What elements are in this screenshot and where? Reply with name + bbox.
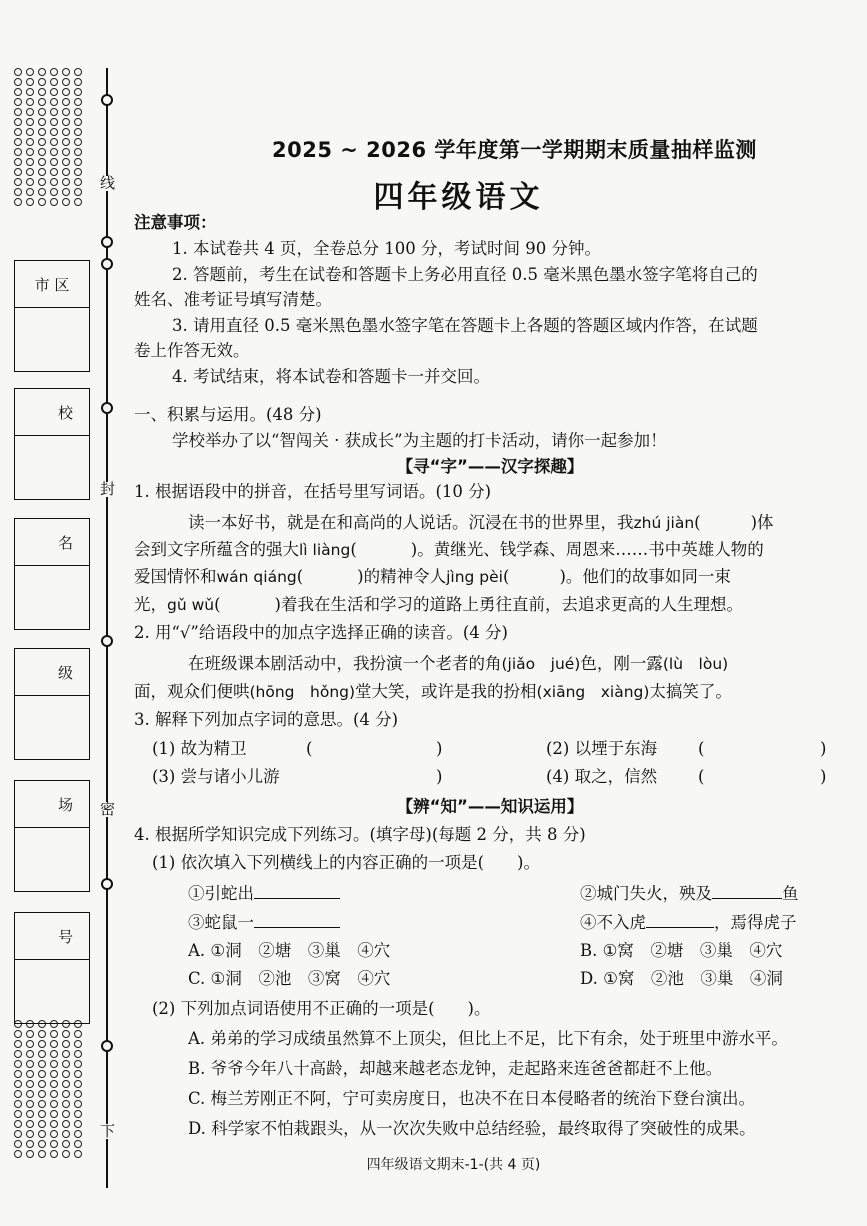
binding-ring [101,878,113,890]
fill-blank[interactable] [712,882,782,899]
question-stem: 4. 根据所学知识完成下列练习。(填字母)(每题 2 分，共 8 分) [134,825,586,844]
field-label: 市 区 [15,261,89,308]
pinyin: jìng pèi [446,568,503,586]
text: 太搞笑了。 [649,682,732,701]
binding-hole [38,158,46,166]
text: )。他们的故事如同一束 [559,567,731,586]
binding-hole [26,1120,34,1128]
binding-hole [26,1110,34,1118]
pinyin: wán qiáng [216,568,297,586]
binding-hole [50,88,58,96]
binding-hole [14,108,22,116]
binding-hole [14,1030,22,1038]
binding-hole [62,1120,70,1128]
binding-hole [14,1070,22,1078]
field-label: 级 [15,649,89,696]
binding-hole [74,88,82,96]
binding-hole [14,1110,22,1118]
binding-hole [62,1070,70,1078]
binding-hole [74,68,82,76]
binding-hole [50,1140,58,1148]
text: )的精神令人 [357,567,447,586]
binding-hole [26,1130,34,1138]
binding-hole [26,1140,34,1148]
binding-ring [101,94,113,106]
binding-hole [50,1130,58,1138]
binding-hole [62,138,70,146]
binding-hole [38,1070,46,1078]
binding-holes-bottom [14,1020,86,1158]
binding-hole [62,118,70,126]
answer-open[interactable]: ( [698,767,705,786]
section-title: 一、积累与运用。(48 分) [134,405,322,424]
binding-hole [74,1050,82,1058]
binding-ring [101,236,113,248]
text: 爱国情怀和 [134,567,217,586]
binding-hole [50,78,58,86]
binding-hole [14,1080,22,1088]
field-label: 场 [15,781,89,828]
binding-hole [26,1060,34,1068]
binding-hole [26,1090,34,1098]
binding-hole [74,118,82,126]
binding-hole [50,1110,58,1118]
choice-a[interactable]: A. 弟弟的学习成绩虽然算不上顶尖，但比上不足，比下有余，处于班里中游水平。 [188,1029,788,1048]
q3-item-4: (4) 取之，信然 [546,767,658,786]
binding-hole [14,1120,22,1128]
binding-hole [74,1040,82,1048]
binding-hole [26,1040,34,1048]
notice-item: 3. 请用直径 0.5 毫米黑色墨水签字笔在答题卡上各题的答题区域内作答，在试题 [172,316,758,335]
binding-hole [14,138,22,146]
fill-blank[interactable] [646,911,714,928]
fill-blank[interactable] [254,911,340,928]
answer-close: ) [436,739,443,758]
fill-item [580,911,797,934]
binding-hole [14,1100,22,1108]
text: )体 [750,513,774,532]
fill-item [188,882,340,905]
question-stem: 3. 解释下列加点字词的意思。(4 分) [134,710,399,729]
binding-ring [101,635,113,647]
choice-c[interactable]: C. 梅兰芳刚正不阿，宁可卖房度日，也决不在日本侵略者的统治下登台演出。 [188,1089,756,1108]
seal-char: 线 [100,174,116,192]
subject-title: 四年级语文 [373,180,544,215]
binding-hole [62,1140,70,1148]
binding-hole [74,1080,82,1088]
binding-hole [38,1030,46,1038]
text: ②城门失火，殃及 [580,884,712,903]
binding-ring [101,1040,113,1052]
q3-item-2: (2) 以堙于东海 [546,739,658,758]
answer-open: ( [214,595,221,614]
seal-char: 密 [100,800,116,818]
fill-blank[interactable] [254,882,340,899]
binding-hole [50,68,58,76]
pinyin-options[interactable]: (xiāng xiàng) [536,683,650,701]
binding-hole [26,158,34,166]
binding-hole [38,1080,46,1088]
field-class[interactable] [14,648,90,760]
text: ③蛇鼠一 [188,913,254,932]
q1-line [134,566,731,588]
binding-hole [74,108,82,116]
binding-hole [26,118,34,126]
exam-title: 2025 ~ 2026 学年度第一学期期末质量抽样监测 [272,138,757,162]
field-label: 校 [15,389,89,436]
binding-hole [38,1050,46,1058]
pinyin: lì liàng [299,541,351,559]
binding-hole [26,148,34,156]
binding-hole [62,1030,70,1038]
text: 堂大笑，或许是我的扮相 [355,682,537,701]
pinyin-options[interactable]: (jiǎo jué) [501,655,581,673]
binding-hole [62,68,70,76]
pinyin: zhú jiàn [633,514,695,532]
binding-hole [74,1070,82,1078]
binding-hole [50,1100,58,1108]
binding-hole [50,1050,58,1058]
answer-open: ( [350,540,357,559]
binding-hole [62,1100,70,1108]
q1-line [134,539,764,561]
binding-hole [26,128,34,136]
answer-open[interactable]: ( [698,739,705,758]
binding-hole [62,1050,70,1058]
answer-open: ( [503,567,510,586]
binding-hole [74,138,82,146]
answer-open[interactable]: ( [306,739,313,758]
q3-item-3: (3) 尝与诸小儿游 [152,767,280,786]
binding-hole [26,98,34,106]
answer-open: ( [296,567,304,586]
binding-hole [62,98,70,106]
answer-close: ) [820,767,827,786]
field-seat-number[interactable] [14,912,90,1024]
pinyin-options[interactable]: (lù lòu) [662,655,729,673]
binding-hole [38,1110,46,1118]
binding-hole [62,1110,70,1118]
binding-hole [62,128,70,136]
binding-hole [62,1080,70,1088]
notice-item: 2. 答题前，考生在试卷和答题卡上务必用直径 0.5 毫米黑色墨水签字笔将自己的 [172,265,758,284]
binding-hole [14,128,22,136]
binding-hole [38,1040,46,1048]
binding-hole [14,88,22,96]
binding-hole [50,138,58,146]
text: ，焉得虎子 [714,913,797,932]
answer-close: ) [820,739,827,758]
binding-hole [74,128,82,136]
binding-hole [14,148,22,156]
notice-item: 4. 考试结束，将本试卷和答题卡一并交回。 [172,367,490,386]
text: 色，刚一露 [580,654,663,673]
binding-hole [14,1060,22,1068]
answer-close: ) [436,767,443,786]
binding-hole [14,1140,22,1148]
binding-hole [38,68,46,76]
binding-hole [62,1040,70,1048]
binding-hole [62,78,70,86]
binding-hole [74,1140,82,1148]
binding-hole [50,108,58,116]
binding-hole [50,1080,58,1088]
binding-hole [74,78,82,86]
text: 光， [134,595,167,614]
binding-hole [38,118,46,126]
binding-hole [38,148,46,156]
binding-hole [50,158,58,166]
q1-line [188,512,774,534]
binding-hole [74,1100,82,1108]
binding-hole [38,1140,46,1148]
binding-hole [14,1040,22,1048]
q4-sub-1: (1) 依次填入下列横线上的内容正确的一项是( )。 [152,853,540,872]
binding-ring [101,258,113,270]
binding-hole [74,1030,82,1038]
binding-hole [38,108,46,116]
binding-hole [26,108,34,116]
text: )着我在生活和学习的道路上勇往直前，去追求更高的人生理想。 [274,595,743,614]
seal-char: 下 [100,1122,116,1140]
option-c[interactable]: C. ①洞 ②池 ③窝 ④穴 [188,969,391,988]
binding-hole [74,1090,82,1098]
choice-d[interactable]: D. 科学家不怕栽跟头，从一次次失败中总结经验，最终取得了突破性的成果。 [188,1119,756,1138]
field-label: 号 [15,913,89,960]
binding-hole [38,1100,46,1108]
q1-line [134,594,743,616]
section-intro: 学校举办了以“智闯关 · 获成长”为主题的打卡活动，请你一起参加！ [172,431,667,450]
binding-hole [38,78,46,86]
field-name[interactable] [14,518,90,630]
seal-char: 封 [100,480,116,498]
binding-hole [14,158,22,166]
binding-hole [74,148,82,156]
binding-hole [74,1120,82,1128]
binding-hole [74,98,82,106]
part-heading: 【寻“字”——汉字探趣】 [396,457,584,476]
binding-hole [50,118,58,126]
question-stem: 2. 用“√”给语段中的加点字选择正确的读音。(4 分) [134,623,508,642]
binding-hole [38,1130,46,1138]
answer-open: ( [694,513,701,532]
option-d[interactable]: D. ①窝 ②池 ③巢 ④洞 [580,969,783,988]
binding-hole [38,138,46,146]
text: 会到文字所蕴含的强大 [134,540,299,559]
text: ①引蛇出 [188,884,254,903]
binding-hole [38,88,46,96]
text: 读一本好书，就是在和高尚的人说话。沉浸在书的世界里，我 [188,513,634,532]
notice-item: 1. 本试卷共 4 页，全卷总分 100 分，考试时间 90 分钟。 [172,239,601,258]
binding-hole [14,1090,22,1098]
binding-hole [62,1130,70,1138]
binding-ring [101,402,113,414]
binding-hole [26,1080,34,1088]
binding-hole [26,1070,34,1078]
notice-heading: 注意事项： [134,213,217,232]
binding-hole [62,108,70,116]
binding-hole [50,1030,58,1038]
binding-hole [62,1090,70,1098]
binding-hole [14,68,22,76]
pinyin-options[interactable]: (hōng hǒng) [249,683,356,701]
binding-hole [62,148,70,156]
binding-hole [38,98,46,106]
text: ④不入虎 [580,913,646,932]
binding-hole [74,158,82,166]
choice-b[interactable]: B. 爷爷今年八十高龄，却越来越老态龙钟，走起路来连爸爸都赶不上他。 [188,1059,723,1078]
field-city[interactable] [14,260,90,372]
binding-hole [50,98,58,106]
notice-item: 姓名、准考证号填写清楚。 [134,290,332,309]
field-school[interactable] [14,388,90,500]
text: 鱼 [782,884,799,903]
binding-hole [62,158,70,166]
binding-hole [50,148,58,156]
binding-hole [26,1100,34,1108]
binding-hole [14,118,22,126]
fill-item [188,911,340,934]
binding-hole [14,78,22,86]
binding-hole [74,1110,82,1118]
binding-hole [50,1090,58,1098]
field-exam-room[interactable] [14,780,90,892]
option-b[interactable]: B. ①窝 ②塘 ③巢 ④穴 [580,941,783,960]
binding-hole [50,1060,58,1068]
binding-hole [26,68,34,76]
binding-hole [38,1120,46,1128]
text: 在班级课本剧活动中，我扮演一个老者的角 [188,654,502,673]
binding-hole [62,88,70,96]
q3-item-1: (1) 故为精卫 [152,739,247,758]
binding-hole [38,1090,46,1098]
binding-hole [62,1060,70,1068]
binding-hole [14,1130,22,1138]
binding-hole [26,78,34,86]
binding-hole [74,1130,82,1138]
option-a[interactable]: A. ①洞 ②塘 ③巢 ④穴 [188,941,391,960]
binding-hole [50,1040,58,1048]
binding-hole [38,1060,46,1068]
binding-hole [14,1050,22,1058]
pinyin: gǔ wǔ [167,596,215,614]
fill-item [580,882,799,905]
part-heading: 【辨“知”——知识运用】 [396,797,584,816]
binding-hole [38,128,46,136]
text: 面，观众们便哄 [134,682,250,701]
field-label: 名 [15,519,89,566]
binding-hole [26,138,34,146]
q2-line [134,681,732,703]
binding-hole [50,128,58,136]
binding-hole [26,1050,34,1058]
binding-hole [50,1120,58,1128]
q2-line [188,653,728,675]
question-stem: 1. 根据语段中的拼音，在括号里写词语。(10 分) [134,482,492,501]
binding-hole [74,1060,82,1068]
notice-item: 卷上作答无效。 [134,341,250,360]
q4-sub-2: (2) 下列加点词语使用不正确的一项是( )。 [152,999,491,1018]
text: )。黄继光、钱学森、周恩来……书中英雄人物的 [410,540,764,559]
page-footer: 四年级语文期末-1-(共 4 页) [366,1157,541,1173]
binding-hole [14,98,22,106]
binding-hole [26,1030,34,1038]
binding-hole [26,88,34,96]
binding-hole [50,1070,58,1078]
